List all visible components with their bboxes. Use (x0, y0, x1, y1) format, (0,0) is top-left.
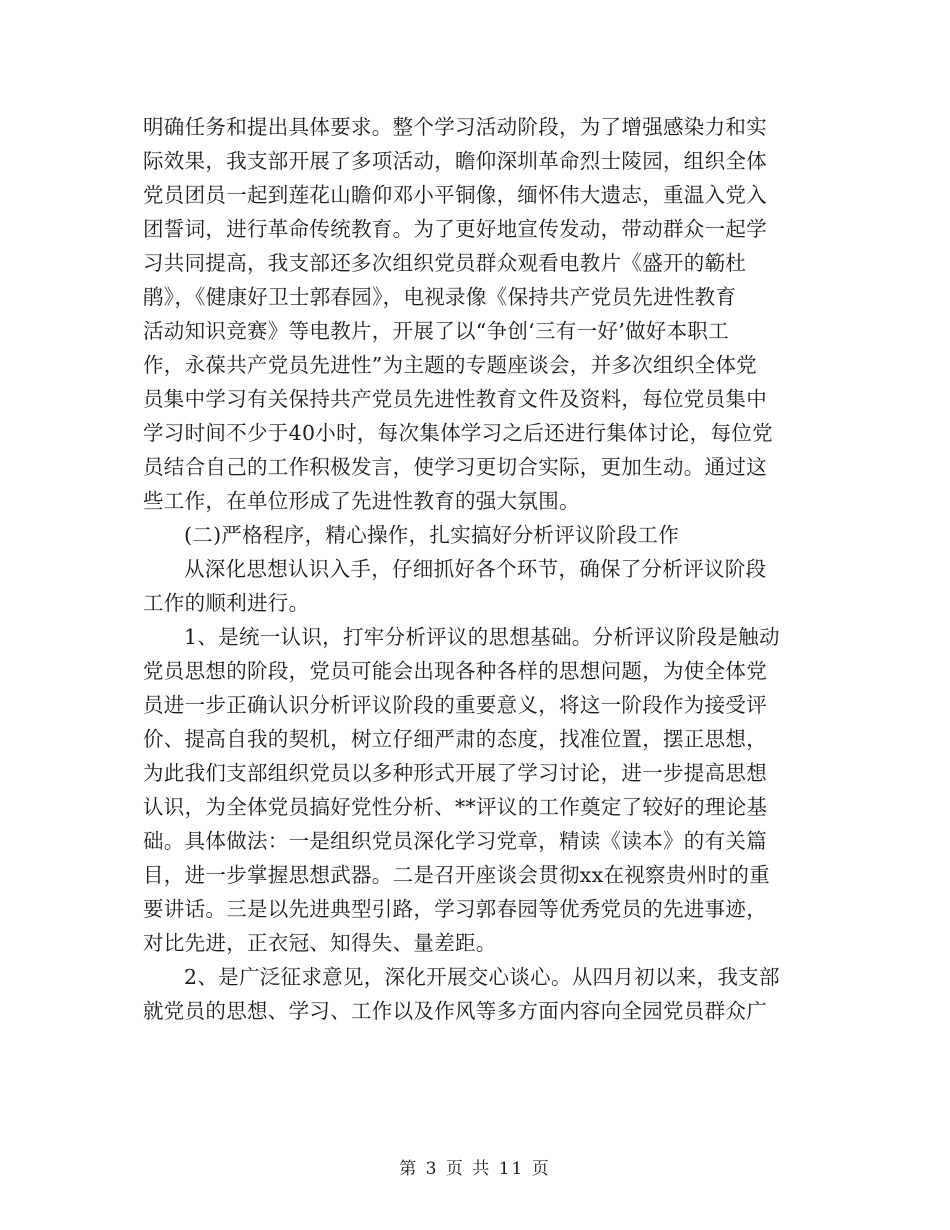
text-line: 学习时间不少于40小时，每次集体学习之后还进行集体讨论，每位党 (143, 421, 773, 445)
text-line: 础。具体做法：一是组织党员深化学习党章，精读《读本》的有关篇 (143, 829, 767, 853)
text-line: 为此我们支部组织党员以多种形式开展了学习讨论，进一步提高思想 (143, 761, 767, 785)
text-line: 对比先进，正衣冠、知得失、量差距。 (143, 931, 497, 955)
text-line: 就党员的思想、学习、工作以及作风等多方面内容向全园党员群众广 (143, 999, 767, 1023)
text-line: 认识，为全体党员搞好党性分析、**评议的工作奠定了较好的理论基 (143, 795, 768, 819)
text-line: 1、是统一认识，打牢分析评议的思想基础。分析评议阶段是触动 (184, 625, 780, 649)
text-line: 员集中学习有关保持共产党员先进性教育文件及资料，每位党员集中 (143, 387, 767, 411)
text-line: 际效果，我支部开展了多项活动，瞻仰深圳革命烈士陵园，组织全体 (143, 149, 767, 173)
text-line: 2、是广泛征求意见，深化开展交心谈心。从四月初以来，我支部 (184, 965, 780, 989)
text-line: 习共同提高，我支部还多次组织党员群众观看电教片《盛开的簕杜 (143, 251, 747, 275)
text-line: 鹃》，《健康好卫士郭春园》，电视录像《保持共产党员先进性教育 (143, 285, 737, 309)
document-body (143, 110, 807, 1028)
text-line: 要讲话。三是以先进典型引路，学习郭春园等优秀党员的先进事迹， (143, 897, 767, 921)
text-line: 党员思想的阶段，党员可能会出现各种各样的思想问题，为使全体党 (143, 659, 767, 683)
text-line: 目，进一步掌握思想武器。二是召开座谈会贯彻xx在视察贵州时的重 (143, 863, 770, 887)
text-line: 明确任务和提出具体要求。整个学习活动阶段，为了增强感染力和实 (143, 115, 767, 139)
section-heading: (二)严格程序，精心操作，扎实搞好分析评议阶段工作 (184, 523, 679, 547)
text-line: 员结合自己的工作积极发言，使学习更切合实际，更加生动。通过这 (143, 455, 767, 479)
text-line: 从深化思想认识入手，仔细抓好各个环节，确保了分析评议阶段 (184, 557, 767, 581)
text-line: 团誓词，进行革命传统教育。为了更好地宣传发动，带动群众一起学 (143, 217, 767, 241)
text-line: 些工作，在单位形成了先进性教育的强大氛围。 (143, 489, 580, 513)
text-line: 员进一步正确认识分析评议阶段的重要意义，将这一阶段作为接受评 (143, 693, 767, 717)
text-line: 价、提高自我的契机，树立仔细严肃的态度，找准位置，摆正思想， (143, 727, 767, 751)
page-number-footer: 第 3 页 共 11 页 (399, 1159, 551, 1179)
text-line: 党员团员一起到莲花山瞻仰邓小平铜像，缅怀伟大遗志，重温入党入 (143, 183, 767, 207)
text-line: 作，永葆共产党员先进性”为主题的专题座谈会，并多次组织全体党 (143, 353, 757, 377)
text-line: 活动知识竞赛》等电教片，开展了以“争创‘三有一好’做好本职工 (143, 319, 730, 343)
text-line: 工作的顺利进行。 (143, 591, 310, 615)
